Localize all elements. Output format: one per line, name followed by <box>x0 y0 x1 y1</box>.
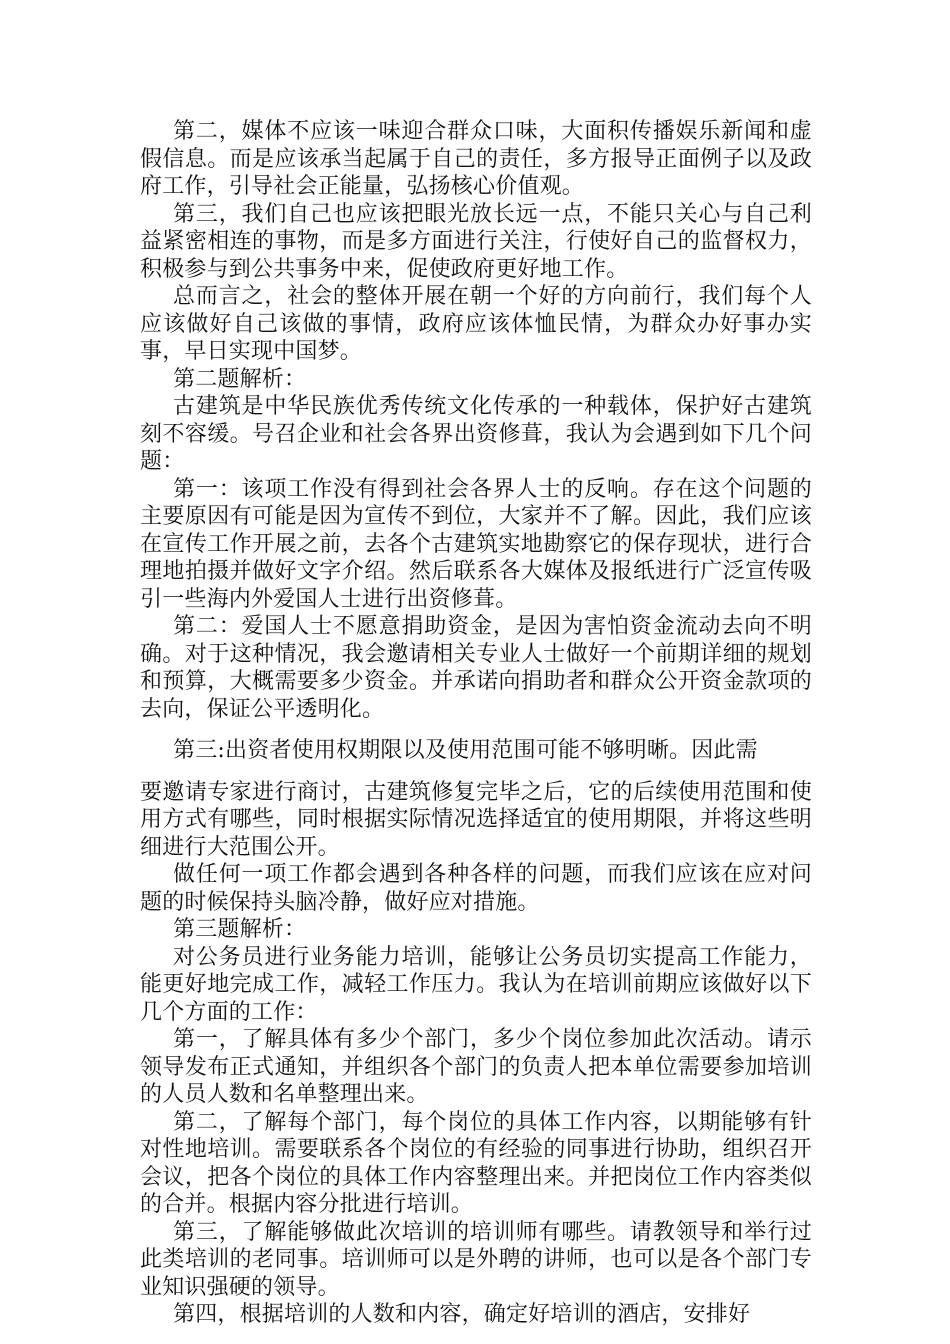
document-body <box>140 118 812 1329</box>
paragraph-training-step-three: 第三，了解能够做此次培训的培训师有哪些。请教领导和举行过此类培训的老同事。培训师可以是外聘的讲师，也可以是各个部门专业知识强硬的领导。 <box>140 1219 812 1300</box>
paragraph-public-supervision: 第三，我们自己也应该把眼光放长远一点，不能只关心与自己利益紧密相连的事物，而是多方面进行关注，行使好自己的监督权力，积极参与到公共事务中来，促使政府更好地工作。 <box>140 201 812 282</box>
paragraph-conclusion-one: 总而言之，社会的整体开展在朝一个好的方向前行，我们每个人应该做好自己该做的事情，政府应该体恤民情，为群众办好事办实事，早日实现中国梦。 <box>140 284 812 364</box>
paragraph-conclusion-two: 做任何一项工作都会遇到各种各样的问题，而我们应该在应对问题的时候保持头脑冷静，做好应对措施。 <box>140 862 812 915</box>
section-heading-question-two: 第二题解析： <box>173 366 307 392</box>
paragraph-training-intro: 对公务员进行业务能力培训，能够让公务员切实提高工作能力，能更好地完成工作，减轻工作压力。我认为在培训前期应该做好以下几个方面的工作： <box>140 944 812 1025</box>
paragraph-problem-two-funding: 第二：爱国人士不愿意捐助资金，是因为害怕资金流动去向不明确。对于这种情况，我会邀请相关专业人士做好一个前期详细的规划和预算，大概需要多少资金。并承诺向捐助者和群众公开资金款项的去向，保证公平透明化。 <box>140 614 812 722</box>
section-heading-question-three: 第三题解析： <box>173 917 307 942</box>
paragraph-ancient-architecture-intro: 古建筑是中华民族优秀传统文化传承的一种载体，保护好古建筑刻不容缓。号召企业和社会各界出资修葺，我认为会遇到如下几个问题： <box>140 394 812 474</box>
paragraph-training-step-one: 第一，了解具体有多少个部门，多少个岗位参加此次活动。请示领导发布正式通知，并组织各个部门的负责人把本单位需要参加培训的人员人数和名单整理出来。 <box>140 1027 812 1107</box>
paragraph-problem-one-publicity: 第一：该项工作没有得到社会各界人士的反响。存在这个问题的主要原因有可能是因为宣传不到位，大家并不了解。因此，我们应该在宣传工作开展之前，去各个古建筑实地勘察它的保存现状，进行合理地拍摄并做好文字介绍。然后联系各大媒体及报纸进行广泛宣传吸引一些海内外爱国人士进行出资修葺。 <box>140 476 812 612</box>
paragraph-problem-three-continued: 要邀请专家进行商讨，古建筑修复完毕之后，它的后续使用范围和使用方式有哪些，同时根据实际情况选择适宜的使用期限，并将这些明细进行大范围公开。 <box>140 779 812 860</box>
paragraph-training-step-two: 第二，了解每个部门，每个岗位的具体工作内容，以期能够有针对性地培训。需要联系各个岗位的有经验的同事进行协助，组织召开会议，把各个岗位的具体工作内容整理出来。并把岗位工作内容类似的合并。根据内容分批进行培训。 <box>140 1109 812 1217</box>
paragraph-media-responsibility: 第二，媒体不应该一味迎合群众口味，大面积传播娱乐新闻和虚假信息。而是应该承当起属于自己的责任，多方报导正面例子以及政府工作，引导社会正能量，弘扬核心价值观。 <box>140 119 812 199</box>
paragraph-training-step-four: 第四，根据培训的人数和内容，确定好培训的酒店，安排好 <box>173 1302 751 1327</box>
paragraph-problem-three-start: 第三:出资者使用权期限以及使用范围可能不够明晰。因此需 <box>173 738 758 763</box>
